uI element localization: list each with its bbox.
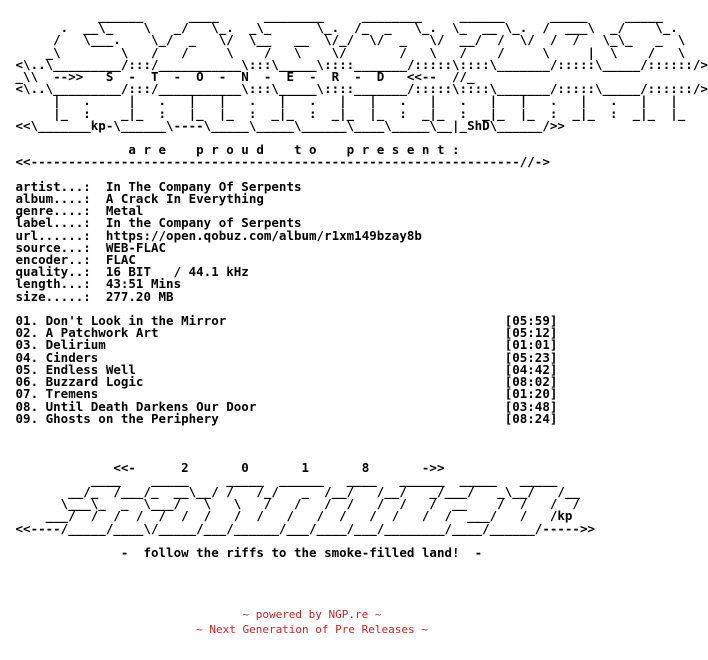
footer-tagline: ~ Next Generation of Pre Releases ~ [196, 623, 428, 636]
footer-powered-by: ~ powered by NGP.re ~ [242, 608, 382, 621]
nfo-text: ______ ____ ________ ________ ______ _____ _____ . __\_ \ _/ \_. _\_ \_. /_ _ \_. \_ __ \_. / ___\ _/ \_. / \___. \_/ _ \/ \__ __ \/_/ \/ _ \/ __/ / \/ / / \_\_ _ \ _\ \ / / \ / \ \/ / \ / / \ | \ / \ <\..\_________/:::/___________\:::\_____\::::_______/:::::\::::\_______/:::::\_____/::::::/> _\\ -->> S - T - O - N - E - R - D <<-- //_ <\..\_________/:::/___________\:::\_____\::::_______/:::::\::::\_______/:::::\_____/::::::/> | . | . | | . | . | | . | . | | . | . | | |_ : _|_ : |_ |_ : _|_ : _|_ |_ : _|_ : _|_ |_ : _|_ : _|_ |_ <<\_______kp-\______\----\_____\_____\______\____\_____\__|_ShD\______/>> a r e p r o u d t o p r e s e n t : <<-----------------------------------------------------------------//-> artist...: In The Company Of Serpents album....: A Crack In Everything genre....: Metal label....: In the Company of Serpents url......: https://open.qobuz.com/album/r1xm149bzay8b source...: WEB-FLAC encoder..: FLAC quality..: 16 BIT / 44.1 kHz length...: 43:51 Mins size.....: 277.20 MB 01. Don't Look in the Mirror [05:59] 02. A Patchwork Art [05:12] 03. Delirium [01:01] 04. Cinders [05:23] 05. Endless Well [04:42] 06. Buzzard Logic [08:02] 07. Tremens [01:20] 08. Until Death Darkens Our Door [03:48] 09. Ghosts on the Periphery [08:24] <<- 2 0 1 8 ->> ____ _____ _____ ______ ____ ______ _____ _____ __/_ /___/_ __\__/ / /_/ _ /__/ /__/ _/___/ _\__/ /__ \___\_ _ \___/ \ \ / / / / / / / __ / / / / ___/ / / / / / / / / / / / / / / / ___/ / /kp <<----/_____/____\/_____/___/______/___/____/___/________/____/______/----->> - follow the riffs to the smoke-filled land! - [15, 8, 708, 560]
